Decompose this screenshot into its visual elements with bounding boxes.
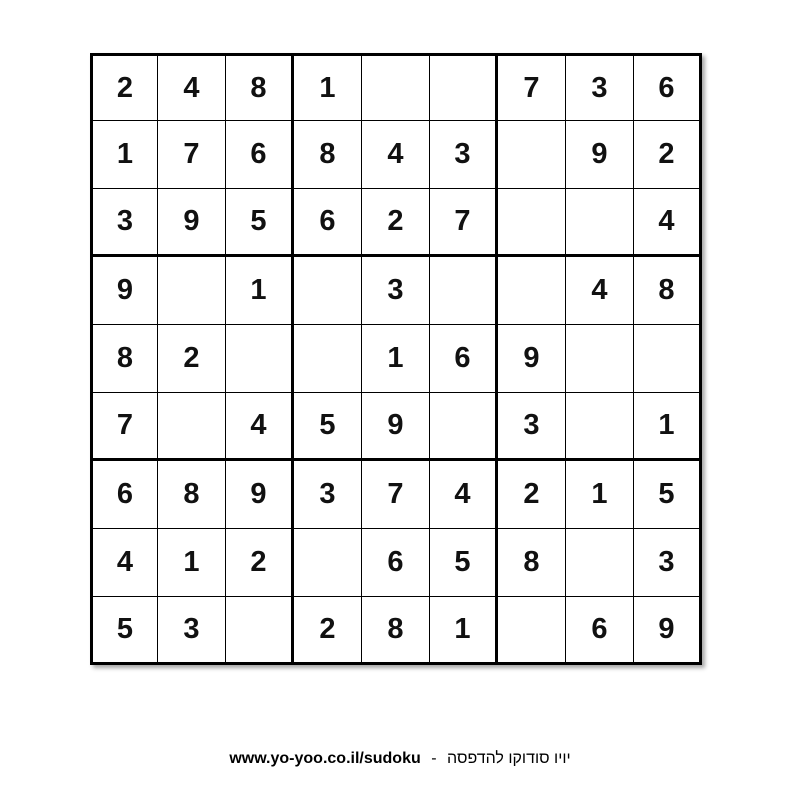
sudoku-cell-r4c9[interactable]: 8 <box>634 257 702 325</box>
sudoku-cell-r9c5[interactable]: 8 <box>362 597 430 665</box>
sudoku-cell-r8c4[interactable] <box>294 529 362 597</box>
sudoku-cell-r1c3[interactable]: 8 <box>226 53 294 121</box>
sudoku-cell-r7c3[interactable]: 9 <box>226 461 294 529</box>
sudoku-cell-r2c2[interactable]: 7 <box>158 121 226 189</box>
sudoku-cell-r1c4[interactable]: 1 <box>294 53 362 121</box>
sudoku-cell-r6c1[interactable]: 7 <box>90 393 158 461</box>
sudoku-cell-r6c3[interactable]: 4 <box>226 393 294 461</box>
sudoku-cell-r7c5[interactable]: 7 <box>362 461 430 529</box>
sudoku-cell-r8c5[interactable]: 6 <box>362 529 430 597</box>
sudoku-cell-r6c4[interactable]: 5 <box>294 393 362 461</box>
sudoku-cell-r4c2[interactable] <box>158 257 226 325</box>
sudoku-cell-r5c8[interactable] <box>566 325 634 393</box>
sudoku-cell-r2c1[interactable]: 1 <box>90 121 158 189</box>
sudoku-cell-r4c6[interactable] <box>430 257 498 325</box>
sudoku-cell-r8c8[interactable] <box>566 529 634 597</box>
sudoku-cell-r2c3[interactable]: 6 <box>226 121 294 189</box>
sudoku-cell-r6c7[interactable]: 3 <box>498 393 566 461</box>
footer-caption: יויו סודוקו להדפסה <box>446 750 571 767</box>
sudoku-cell-r2c9[interactable]: 2 <box>634 121 702 189</box>
sudoku-cell-r9c3[interactable] <box>226 597 294 665</box>
footer-separator: - <box>431 750 437 767</box>
sudoku-cell-r7c1[interactable]: 6 <box>90 461 158 529</box>
sudoku-cell-r1c2[interactable]: 4 <box>158 53 226 121</box>
sudoku-cell-r5c4[interactable] <box>294 325 362 393</box>
sudoku-cell-r9c2[interactable]: 3 <box>158 597 226 665</box>
sudoku-cell-r9c6[interactable]: 1 <box>430 597 498 665</box>
sudoku-cell-r5c1[interactable]: 8 <box>90 325 158 393</box>
sudoku-cell-r1c8[interactable]: 3 <box>566 53 634 121</box>
sudoku-cell-r7c9[interactable]: 5 <box>634 461 702 529</box>
sudoku-cell-r3c4[interactable]: 6 <box>294 189 362 257</box>
sudoku-cell-r2c7[interactable] <box>498 121 566 189</box>
sudoku-cell-r7c6[interactable]: 4 <box>430 461 498 529</box>
sudoku-cell-r5c2[interactable]: 2 <box>158 325 226 393</box>
sudoku-cell-r5c3[interactable] <box>226 325 294 393</box>
sudoku-cell-r6c5[interactable]: 9 <box>362 393 430 461</box>
sudoku-cell-r4c5[interactable]: 3 <box>362 257 430 325</box>
sudoku-cell-r3c2[interactable]: 9 <box>158 189 226 257</box>
sudoku-cell-r8c2[interactable]: 1 <box>158 529 226 597</box>
sudoku-cell-r5c6[interactable]: 6 <box>430 325 498 393</box>
sudoku-cell-r1c9[interactable]: 6 <box>634 53 702 121</box>
sudoku-cell-r1c7[interactable]: 7 <box>498 53 566 121</box>
sudoku-cell-r6c9[interactable]: 1 <box>634 393 702 461</box>
sudoku-cell-r4c3[interactable]: 1 <box>226 257 294 325</box>
sudoku-cell-r1c5[interactable] <box>362 53 430 121</box>
sudoku-cell-r2c6[interactable]: 3 <box>430 121 498 189</box>
sudoku-grid <box>90 53 702 665</box>
sudoku-cell-r8c7[interactable]: 8 <box>498 529 566 597</box>
sudoku-cell-r3c3[interactable]: 5 <box>226 189 294 257</box>
sudoku-cell-r9c9[interactable]: 9 <box>634 597 702 665</box>
sudoku-cell-r3c9[interactable]: 4 <box>634 189 702 257</box>
sudoku-cell-r8c6[interactable]: 5 <box>430 529 498 597</box>
sudoku-cell-r2c8[interactable]: 9 <box>566 121 634 189</box>
sudoku-cell-r5c5[interactable]: 1 <box>362 325 430 393</box>
sudoku-cell-r4c8[interactable]: 4 <box>566 257 634 325</box>
sudoku-cell-r8c9[interactable]: 3 <box>634 529 702 597</box>
sudoku-cell-r9c1[interactable]: 5 <box>90 597 158 665</box>
sudoku-cell-r1c6[interactable] <box>430 53 498 121</box>
sudoku-cell-r6c2[interactable] <box>158 393 226 461</box>
sudoku-cell-r9c8[interactable]: 6 <box>566 597 634 665</box>
footer-url[interactable]: www.yo-yoo.co.il/sudoku <box>229 750 421 767</box>
sudoku-cell-r6c8[interactable] <box>566 393 634 461</box>
sudoku-cell-r8c3[interactable]: 2 <box>226 529 294 597</box>
sudoku-cell-r3c5[interactable]: 2 <box>362 189 430 257</box>
sudoku-cell-r2c4[interactable]: 8 <box>294 121 362 189</box>
sudoku-cell-r7c7[interactable]: 2 <box>498 461 566 529</box>
sudoku-cell-r9c7[interactable] <box>498 597 566 665</box>
sudoku-cell-r5c7[interactable]: 9 <box>498 325 566 393</box>
footer <box>0 750 800 768</box>
sudoku-cell-r3c1[interactable]: 3 <box>90 189 158 257</box>
sudoku-cell-r7c2[interactable]: 8 <box>158 461 226 529</box>
sudoku-cell-r4c7[interactable] <box>498 257 566 325</box>
sudoku-cell-r8c1[interactable]: 4 <box>90 529 158 597</box>
sudoku-cell-r2c5[interactable]: 4 <box>362 121 430 189</box>
sudoku-cell-r4c1[interactable]: 9 <box>90 257 158 325</box>
sudoku-cell-r9c4[interactable]: 2 <box>294 597 362 665</box>
sudoku-cell-r5c9[interactable] <box>634 325 702 393</box>
sudoku-cell-r6c6[interactable] <box>430 393 498 461</box>
sudoku-cell-r3c6[interactable]: 7 <box>430 189 498 257</box>
sudoku-cell-r3c7[interactable] <box>498 189 566 257</box>
sudoku-cell-r1c1[interactable]: 2 <box>90 53 158 121</box>
sudoku-cell-r3c8[interactable] <box>566 189 634 257</box>
sudoku-cell-r7c4[interactable]: 3 <box>294 461 362 529</box>
sudoku-cell-r4c4[interactable] <box>294 257 362 325</box>
sudoku-cell-r7c8[interactable]: 1 <box>566 461 634 529</box>
sudoku-board <box>90 53 702 665</box>
